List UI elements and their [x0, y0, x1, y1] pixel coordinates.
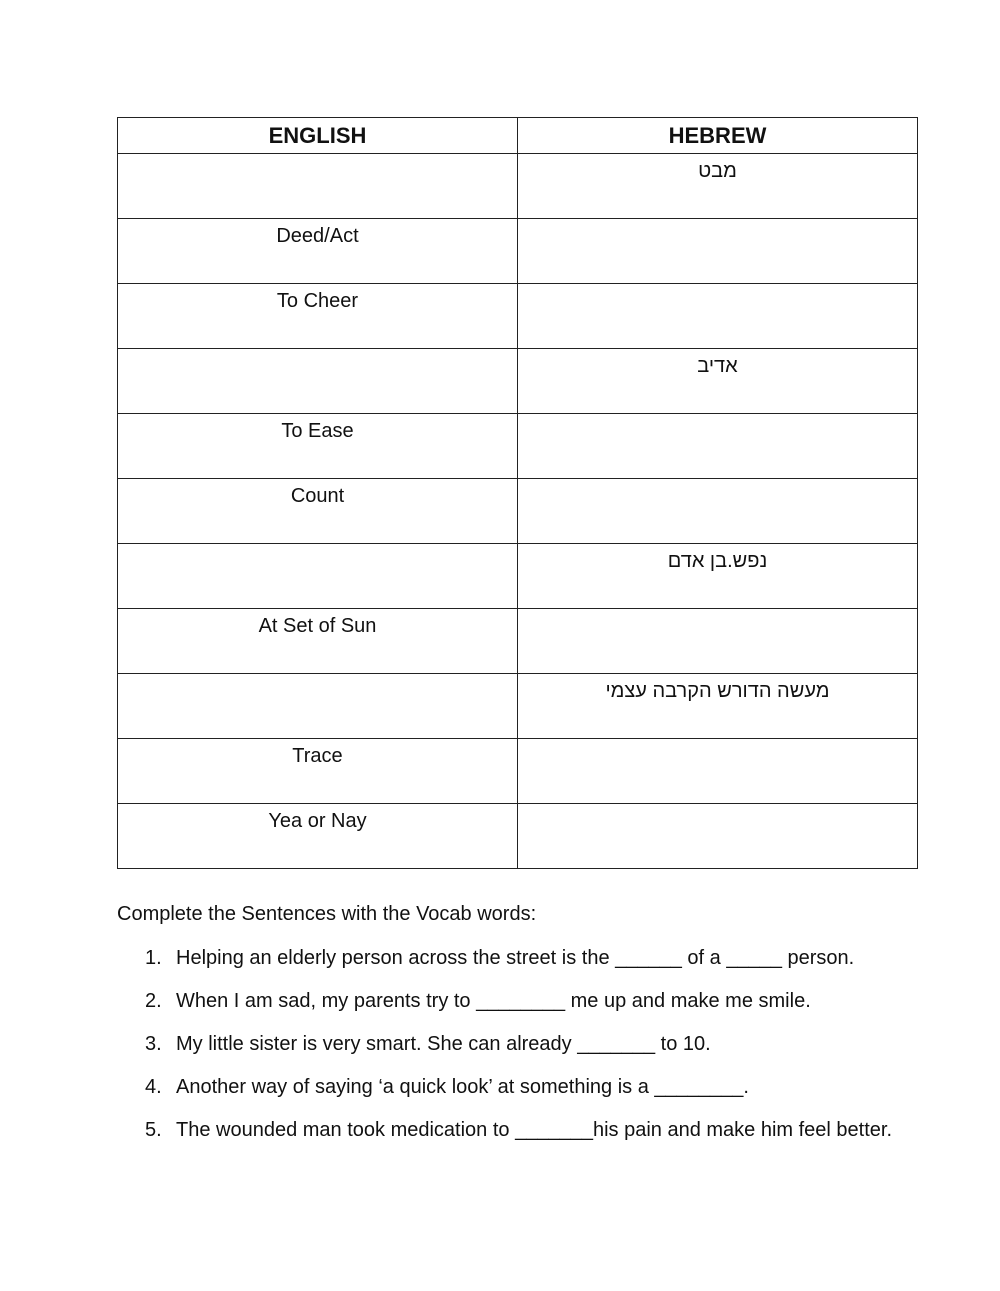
english-cell [118, 414, 518, 479]
table-row [118, 804, 918, 869]
english-text: To Ease [281, 420, 354, 442]
hebrew-cell [518, 739, 918, 804]
english-text [118, 544, 517, 548]
hebrew-cell [518, 609, 918, 674]
hebrew-text [518, 284, 917, 288]
table-row [118, 219, 918, 284]
list-item [145, 1072, 905, 1102]
english-cell [118, 479, 518, 544]
english-cell [118, 609, 518, 674]
hebrew-cell [518, 674, 918, 739]
english-cell [118, 739, 518, 804]
english-text: Yea or Nay [268, 810, 367, 832]
sentence-number: 3. [145, 1033, 162, 1055]
sentence-text: The wounded man took medication to _______his pain and make him feel better. [176, 1119, 893, 1141]
hebrew-cell [518, 544, 918, 609]
hebrew-text [518, 609, 917, 613]
sentence-list [145, 943, 905, 1158]
english-cell [118, 544, 518, 609]
hebrew-text [518, 219, 917, 223]
header-hebrew: HEBREW [518, 118, 918, 154]
english-text [118, 349, 517, 353]
table-row [118, 349, 918, 414]
sentence-number: 2. [145, 990, 162, 1012]
english-text: Deed/Act [276, 225, 359, 247]
english-text [118, 674, 517, 678]
english-cell [118, 284, 518, 349]
hebrew-text [518, 739, 917, 743]
hebrew-text: מעשה הדורש הקרבה עצמי [605, 680, 830, 702]
hebrew-cell [518, 154, 918, 219]
english-cell [118, 154, 518, 219]
list-item [145, 943, 905, 973]
hebrew-text [518, 414, 917, 418]
sentence-text: When I am sad, my parents try to ________ me up and make me smile. [176, 990, 811, 1012]
table-row [118, 479, 918, 544]
table-row [118, 609, 918, 674]
sentence-number: 5. [145, 1119, 162, 1141]
english-text: To Cheer [276, 290, 359, 312]
table-row [118, 154, 918, 219]
hebrew-text [518, 479, 917, 483]
english-text: At Set of Sun [258, 615, 377, 637]
english-cell [118, 349, 518, 414]
table-row [118, 284, 918, 349]
english-cell [118, 804, 518, 869]
sentence-number: 4. [145, 1076, 162, 1098]
table-row [118, 674, 918, 739]
hebrew-cell [518, 804, 918, 869]
hebrew-cell [518, 414, 918, 479]
sentence-text: Another way of saying ‘a quick look’ at something is a ________. [176, 1076, 749, 1098]
hebrew-text [518, 804, 917, 808]
table-header-row [118, 118, 918, 154]
hebrew-text: מבט [698, 160, 737, 182]
list-item [145, 1029, 905, 1059]
sentence-text: Helping an elderly person across the street is the ______ of a _____ person. [176, 947, 855, 969]
hebrew-cell [518, 284, 918, 349]
list-item [145, 986, 905, 1016]
instructions-text: Complete the Sentences with the Vocab words: [117, 903, 537, 925]
english-cell [118, 674, 518, 739]
table-row [118, 544, 918, 609]
english-text: Count [290, 485, 345, 507]
hebrew-text: אדיב [697, 355, 738, 377]
english-text [118, 154, 517, 158]
list-item [145, 1115, 905, 1145]
hebrew-cell [518, 479, 918, 544]
table-row [118, 414, 918, 479]
header-english: ENGLISH [118, 118, 518, 154]
sentence-text: My little sister is very smart. She can already _______ to 10. [176, 1033, 711, 1055]
sentence-number: 1. [145, 947, 162, 969]
hebrew-cell [518, 349, 918, 414]
hebrew-text: נפש.בן אדם [667, 550, 768, 572]
table-row [118, 739, 918, 804]
vocab-table [117, 117, 918, 869]
english-cell [118, 219, 518, 284]
english-text: Trace [292, 745, 343, 767]
hebrew-cell [518, 219, 918, 284]
